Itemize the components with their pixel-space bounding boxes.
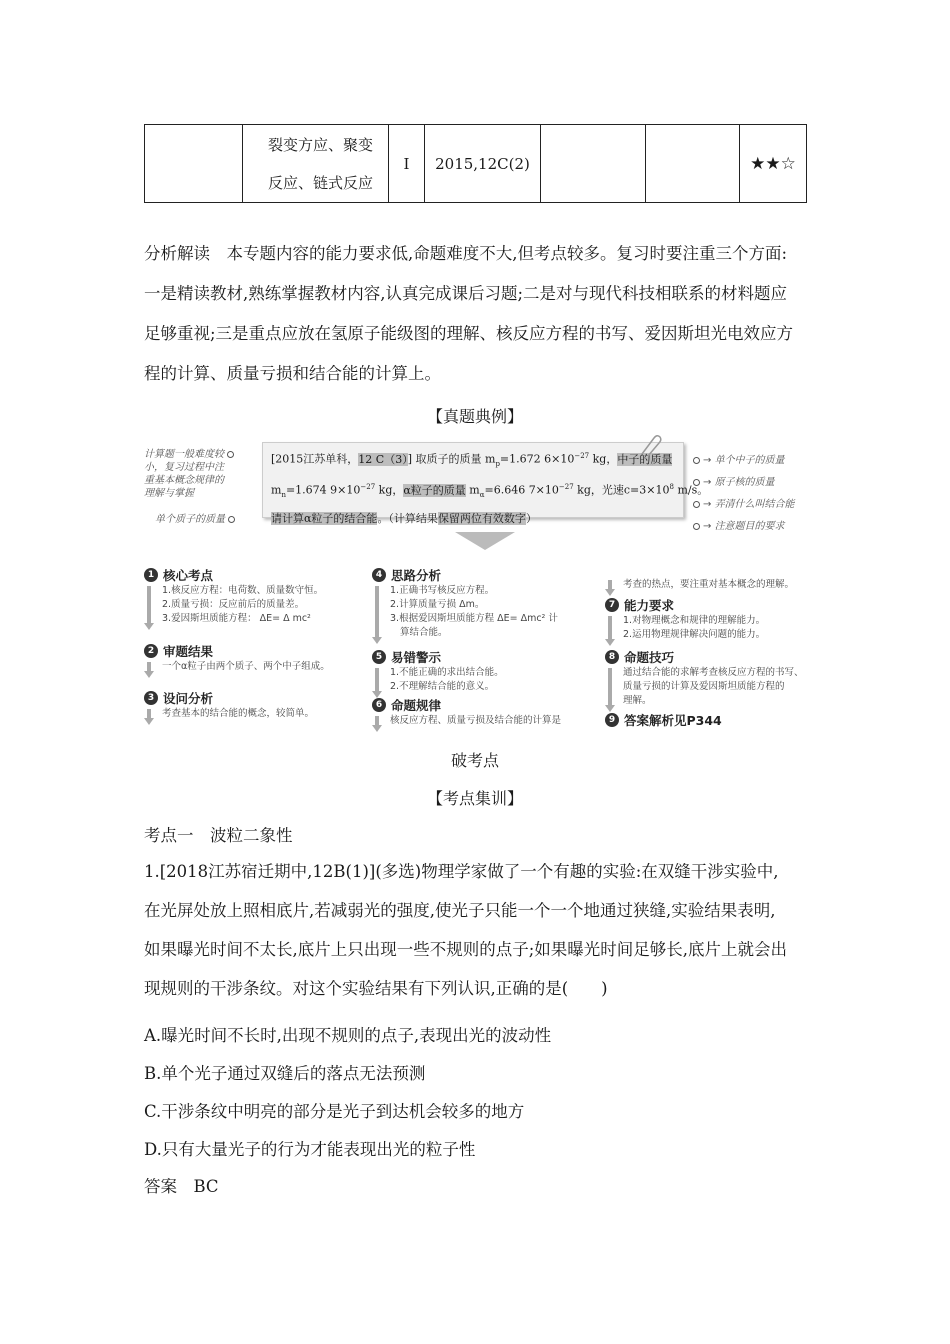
left-note: 计算题一般难度较 小，复习过程中注 重基本概念规律的 理解与掌握 <box>144 448 237 500</box>
exam-table <box>144 124 807 203</box>
right-notes: → 单个中子的质量 → 原子核的质量 → 弄清什么叫结合能 → 注意题目的要求 <box>690 450 795 538</box>
connector-dot-icon <box>693 479 700 486</box>
connector-dot-icon <box>693 457 700 464</box>
analysis-paragraph <box>144 234 814 394</box>
section-answer-ref: 9 答案解析见P344 <box>605 711 825 729</box>
table-cell-year: 2015,12C(2) <box>425 125 541 203</box>
cell-line: 裂变方应、聚变 <box>267 135 373 154</box>
down-arrow-icon <box>455 532 515 550</box>
heading-example: 【真题典例】 <box>426 407 523 426</box>
section-techniques: 8 命题技巧 通过结合能的求解考查核反应方程的书写、 质量亏损的计算及爱因斯坦质能方程的 理解。 <box>605 648 825 708</box>
section-patterns-cont: 考查的热点，要注重对基本概念的理解。 <box>605 578 825 592</box>
connector-dot-icon <box>693 501 700 508</box>
section-core: 1 核心考点 1.核反应方程：电荷数、质量数守恒。 2.质量亏损：反应前后的质量差。 3.爱因斯坦质能方程： ΔE= Δ mc² <box>144 566 364 626</box>
section-patterns: 6 命题规律 核反应方程、质量亏损及结合能的计算是 <box>372 696 592 728</box>
section-errors: 5 易错警示 1.不能正确的求出结合能。 2.不理解结合能的意义。 <box>372 648 592 694</box>
connector-dot-icon <box>227 451 234 458</box>
question-stem <box>144 852 814 1008</box>
answer: 答案 BC <box>144 1177 219 1196</box>
question-line: 现规则的干涉条纹。对这个实验结果有下列认识,正确的是( ) <box>144 979 608 998</box>
connector-dot-icon <box>228 516 235 523</box>
table-cell-content <box>243 125 389 203</box>
table-cell <box>541 125 646 203</box>
topic-title: 考点一 波粒二象性 <box>144 826 293 845</box>
question-box: [2015江苏单科，12 C（3）] 取质子的质量 $m_p=1.672$ $6\times 10^{-27}$ kg，中子的质量 $m_n=1.674$ $9\times 10^{-27}$ kg，α粒子的质量 $m_\alpha=6.646$ $7\times 10^{-27}$ kg，光速$c=3\times 10^8$ m/s。 请计算α粒子的结合能。（计算结果保留两位有效数字） <box>262 442 684 518</box>
paperclip-icon <box>636 432 662 458</box>
analysis-line: 分析解读 本专题内容的能力要求低,命题难度不大,但考点较多。复习时要注重三个方面: <box>144 244 788 263</box>
connector-dot-icon <box>693 523 700 530</box>
option-d: D.只有大量光子的行为才能表现出光的粒子性 <box>144 1140 476 1159</box>
section-review: 2 审题结果 一个α粒子由两个质子、两个中子组成。 <box>144 642 364 674</box>
left-note-proton: 单个质子的质量 <box>155 510 238 525</box>
option-b: B.单个光子通过双缝后的落点无法预测 <box>144 1064 426 1083</box>
section-thinking: 4 思路分析 1.正确书写核反应方程。 2.计算质量亏损 Δm。 3.根据爱因斯坦质能方程 ΔE= Δmc² 计 算结合能。 <box>372 566 592 640</box>
option-a: A.曝光时间不长时,出现不规则的点子,表现出光的波动性 <box>144 1026 552 1045</box>
table-cell <box>646 125 740 203</box>
heading-break: 破考点 <box>450 751 499 770</box>
table-cell-stars: ★★☆ <box>740 125 807 203</box>
analysis-line: 程的计算、质量亏损和结合能的计算上。 <box>144 364 441 383</box>
section-ability: 7 能力要求 1.对物理概念和规律的理解能力。 2.运用物理规律解决问题的能力。 <box>605 596 825 642</box>
question-line: 在光屏处放上照相底片,若减弱光的强度,使光子只能一个一个地通过狭缝,实验结果表明, <box>144 901 776 920</box>
analysis-line: 足够重视;三是重点应放在氢原子能级图的理解、核反应方程的书写、爱因斯坦光电效应方 <box>144 324 794 343</box>
table-row <box>145 125 807 203</box>
section-question-analysis: 3 设问分析 考查基本的结合能的概念，较简单。 <box>144 689 364 721</box>
question-line: 1.[2018江苏宿迁期中,12B(1)](多选)物理学家做了一个有趣的实验:在双缝干涉实验中, <box>144 862 779 881</box>
option-c: C.干涉条纹中明亮的部分是光子到达机会较多的地方 <box>144 1102 525 1121</box>
table-cell <box>145 125 243 203</box>
heading-train: 【考点集训】 <box>426 789 523 808</box>
question-line: 如果曝光时间不太长,底片上只出现一些不规则的点子;如果曝光时间足够长,底片上就会出 <box>144 940 788 959</box>
table-cell-level: Ⅰ <box>389 125 425 203</box>
analysis-line: 一是精读教材,熟练掌握教材内容,认真完成课后习题;二是对与现代科技相联系的材料题应 <box>144 284 788 303</box>
cell-line: 反应、链式反应 <box>267 173 373 192</box>
